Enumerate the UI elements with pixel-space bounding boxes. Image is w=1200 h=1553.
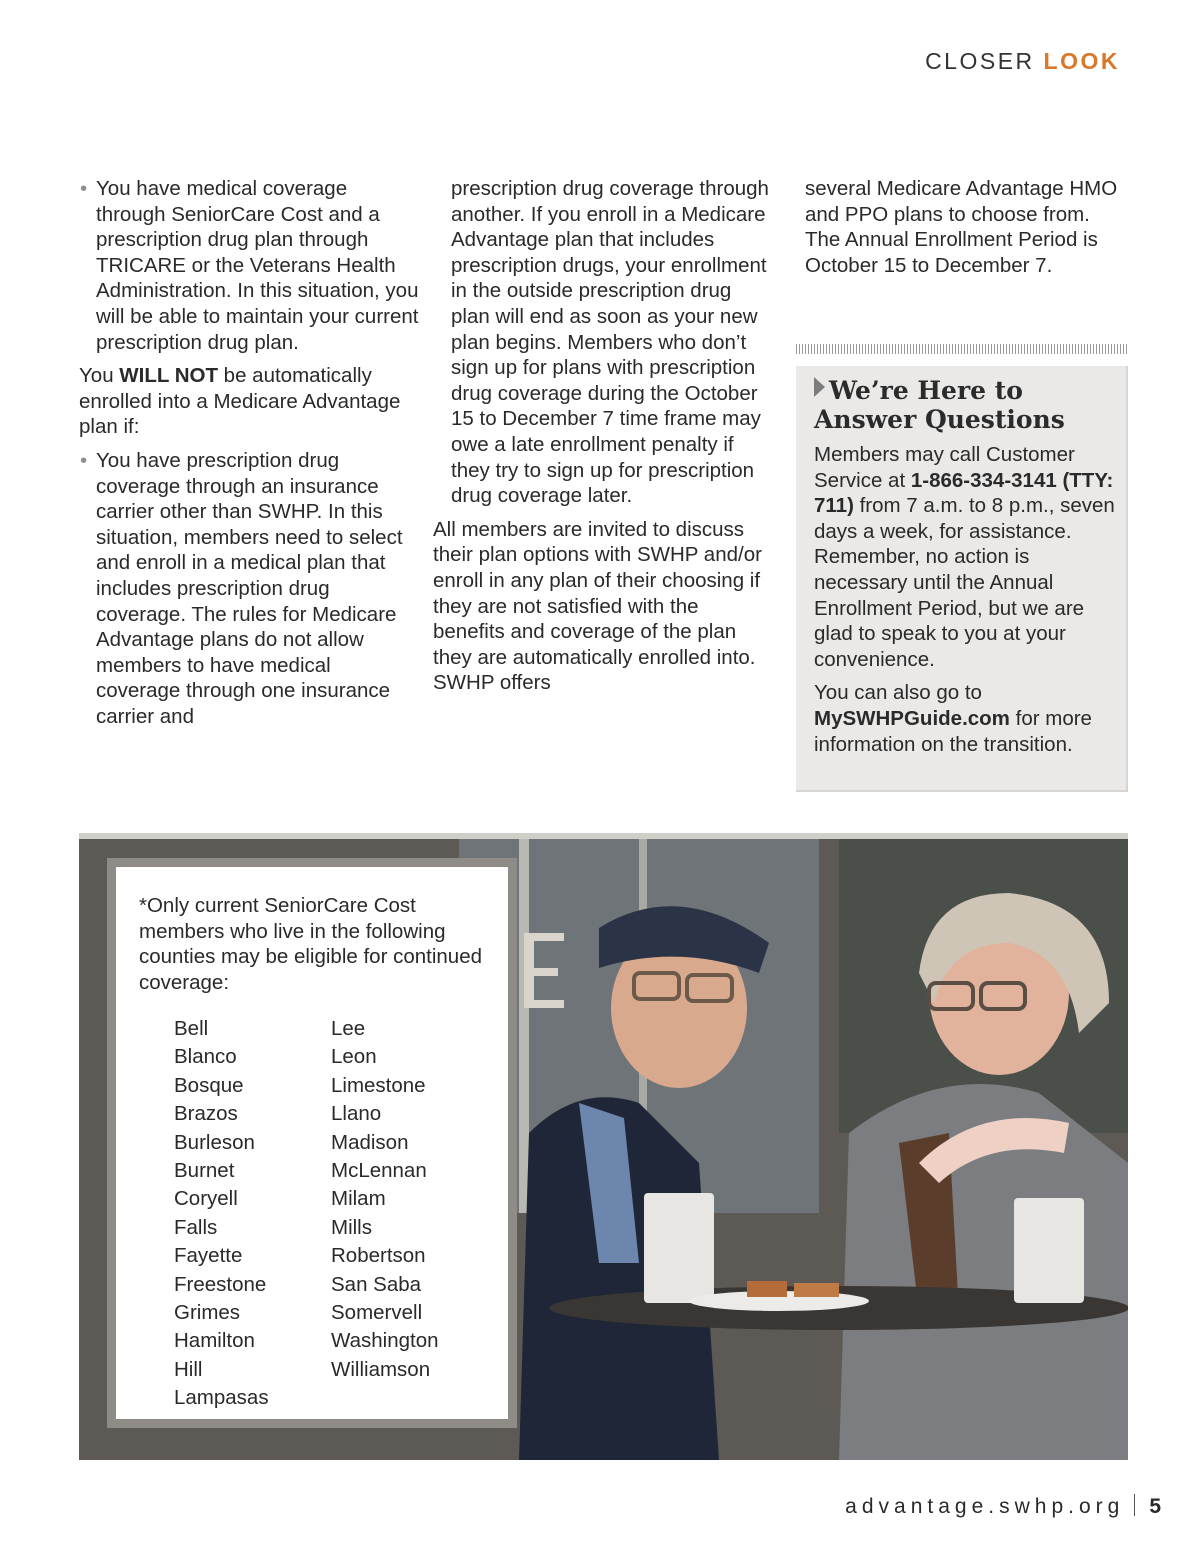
county-item: Somervell [331,1301,423,1325]
page-footer [845,1494,1161,1519]
county-item: Lee [331,1017,366,1040]
county-item: Leon [331,1045,377,1069]
county-item: McLennan [331,1159,427,1183]
county-item: Llano [331,1102,382,1126]
sidebar-call-post: from 7 a.m. to 8 p.m., seven days a week, for assistance. Remember, no action is necessary until the Annual Enrollment Period, but we are glad to speak to you at your convenience. [814,494,1115,671]
plans-paragraph: several Medicare Advantage HMO and PPO plans to choose from. The Annual Enrollment Period is October 15 to December 7. [805,177,1118,277]
counties-box [107,858,517,1428]
sidebar-call-paragraph [814,442,1118,672]
county-item: San Saba [331,1272,422,1296]
counties-list-b [331,1015,439,1384]
county-item: Washington [331,1329,439,1353]
county-item: Burleson [174,1130,255,1154]
will-not-post: be automatically enrolled into a Medicare Advantage plan if: [79,364,401,439]
invite-paragraph: All members are invited to discuss their plan options with SWHP and/or enroll in any plan of their choosing if they are not satisfied with the benefits and coverage of the plan they are automatically enrolled into. SWHP offers [433,517,762,695]
county-item: Lampasas [174,1386,269,1410]
county-item: Williamson [331,1357,431,1381]
will-not-bold: WILL NOT [119,364,218,388]
county-item: Burnet [174,1159,235,1183]
bullet-other-carrier: • You have prescription drug coverage through an insurance carrier other than SWHP. In this situation, members need to select and enroll in a medical plan that includes prescription drug coverage. The rules for Medicare Advantage plans do not allow members to have medical coverage through one insurance carrier and [79,448,419,730]
column-1 [79,176,419,737]
county-item: Coryell [174,1187,238,1211]
county-item: Falls [174,1215,218,1239]
county-item: Mills [331,1215,372,1239]
column-2 [433,176,773,704]
page-number: 5 [1149,1495,1161,1518]
sidebar-title [814,376,1118,434]
county-item: Bell [174,1017,209,1040]
county-item: Blanco [174,1045,237,1069]
county-item: Limestone [331,1073,426,1097]
will-not-pre: You [79,364,120,388]
column-3 [805,176,1125,286]
county-item: Madison [331,1130,409,1154]
will-not-paragraph [79,363,419,440]
sidebar-web-post: for more information on the transition. [814,706,1092,756]
county-item: Bosque [174,1073,244,1097]
county-item: Grimes [174,1301,241,1325]
phone-number: 1-866-334-3141 (TTY: 711) [814,468,1114,518]
continued-bullet: prescription drug coverage through another. If you enroll in a Medicare Advantage plan that includes prescription drugs, your enrollment in the outside prescription drug plan will end as soon as your new plan begins. Members who don’t sign up for plans with prescription drug coverage during the October 15 to December 7 time frame may owe a late enrollment penalty if they try to sign up for prescription drug coverage later. [451,177,769,508]
county-item: Robertson [331,1244,426,1268]
section-header [925,48,1120,75]
counties-list-a [174,1015,269,1413]
section-header-left: CLOSER [925,48,1035,74]
guide-website: MySWHPGuide.com [814,706,1010,730]
sidebar-title-text: We’re Here to Answer Questions [814,376,1065,434]
dotted-divider [796,344,1128,354]
county-item: Brazos [174,1102,238,1126]
county-item: Milam [331,1187,386,1211]
section-header-right: LOOK [1043,48,1120,74]
footer-separator [1134,1494,1135,1516]
sidebar-call-pre: Members may call Customer Service at [814,443,1075,492]
counties-intro: *Only current SeniorCare Cost members who live in the following counties may be eligible for continued coverage: [139,894,483,994]
county-item: Hamilton [174,1329,255,1353]
county-item: Freestone [174,1272,267,1296]
county-item: Hill [174,1357,203,1381]
footer-website: advantage.swhp.org [845,1495,1125,1518]
sidebar-web-pre: You can also go to [814,681,982,705]
triangle-arrow-icon [814,377,825,397]
bullet-tricare: • You have medical coverage through SeniorCare Cost and a prescription drug plan through TRICARE or the Veterans Health Administration. In this situation, you will be able to maintain your current prescription drug plan. [79,176,419,355]
sidebar-web-paragraph [814,680,1118,757]
help-sidebar [796,366,1128,792]
county-item: Fayette [174,1244,243,1268]
